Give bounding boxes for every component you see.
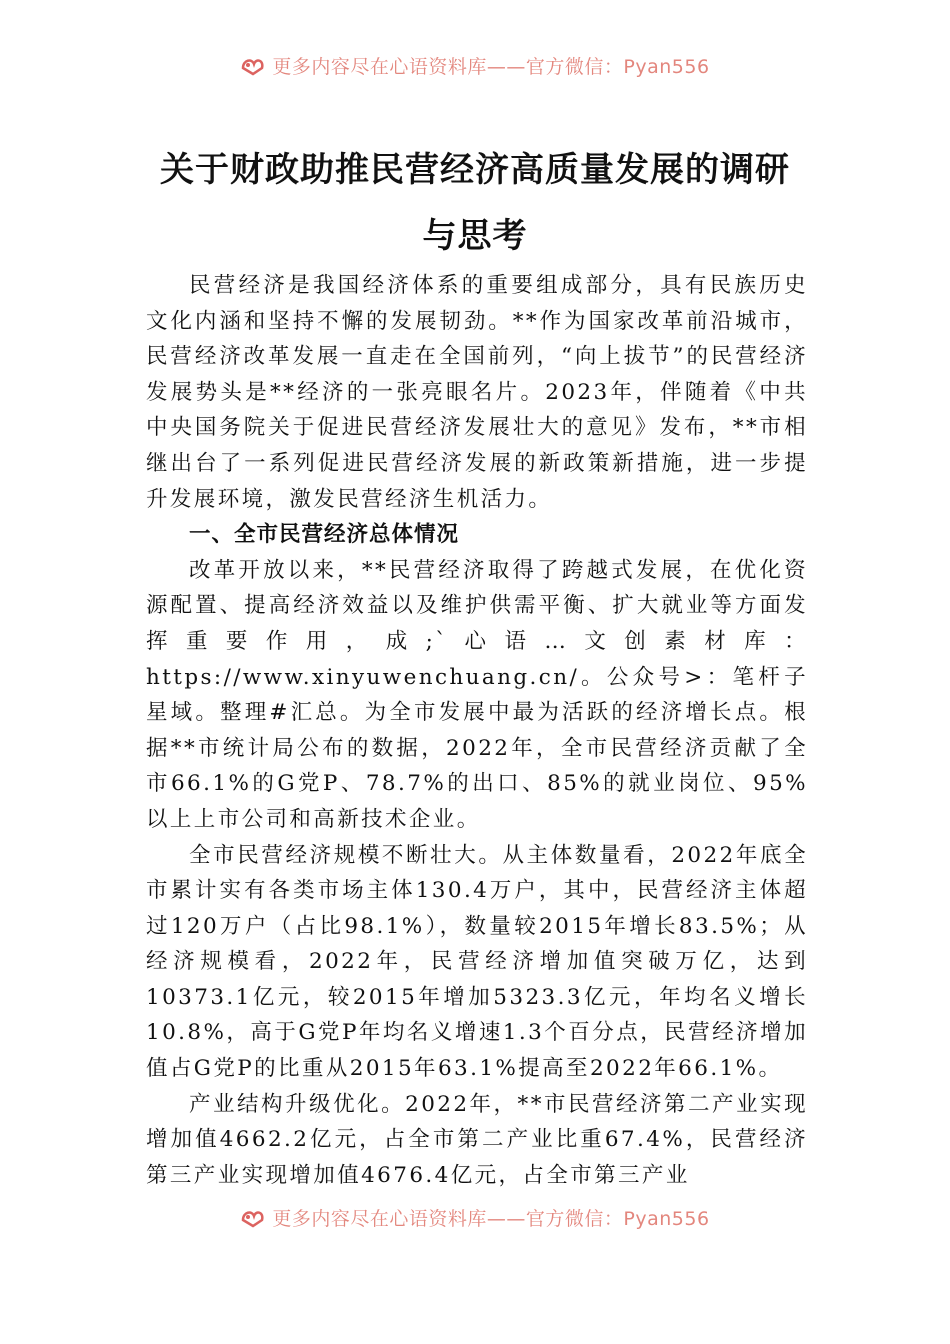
document-title-line-1: 关于财政助推民营经济高质量发展的调研	[160, 150, 790, 190]
watermark-text: 更多内容尽在心语资料库——官方微信：Pyan556	[272, 1208, 710, 1230]
section-heading-1: 一、全市民营经济总体情况	[189, 522, 460, 548]
watermark-logo-icon	[240, 56, 266, 76]
watermark-text: 更多内容尽在心语资料库——官方微信：Pyan556	[272, 56, 710, 78]
document-title-line-2: 与思考	[422, 216, 528, 256]
paragraph-scale: 全市民营经济规模不断壮大。从主体数量看，2022年底全市累计实有各类市场主体130.4万户，其中，民营经济主体超过120万户（占比98.1%），数量较2015年增长83.5%；从经济规模看，2022年，民营经济增加值突破万亿，达到10373.1亿元，较2015年增加5323.3亿元，年均名义增长10.8%，高于G党P年均名义增速1.3个百分点，民营经济增加值占G党P的比重从2015年63.1%提高至2022年66.1%。	[146, 842, 808, 1082]
paragraph-intro: 民营经济是我国经济体系的重要组成部分，具有民族历史文化内涵和坚持不懈的发展韧劲。**作为国家改革前沿城市，民营经济改革发展一直走在全国前列，“向上拔节”的民营经济发展势头是**经济的一张亮眼名片。2023年，伴随着《中共中央国务院关于促进民营经济发展壮大的意见》发布，**市相继出台了一系列促进民营经济发展的新政策新措施，进一步提升发展环境，激发民营经济生机活力。	[146, 273, 808, 512]
watermark-footer	[0, 1208, 950, 1238]
watermark-logo-icon	[240, 1208, 266, 1228]
watermark-header	[0, 56, 950, 86]
paragraph-structure: 产业结构升级优化。2022年，**市民营经济第二产业实现增加值4662.2亿元，占全市第二产业比重67.4%，民营经济第三产业实现增加值4676.4亿元，占全市第三产业	[146, 1091, 808, 1188]
document-body	[146, 268, 808, 1193]
paragraph-overview: 改革开放以来，**民营经济取得了跨越式发展，在优化资源配置、提高经济效益以及维护供需平衡、扩大就业等方面发挥重要作用，成;`心语…文创素材库：https://www.xinyuwenchuang.cn/。公众号>：笔杆子星域。整理#汇总。为全市发展中最为活跃的经济增长点。根据**市统计局公布的数据，2022年，全市民营经济贡献了全市66.1%的G党P、78.7%的出口、85%的就业岗位、95%以上上市公司和高新技术企业。	[146, 557, 808, 832]
